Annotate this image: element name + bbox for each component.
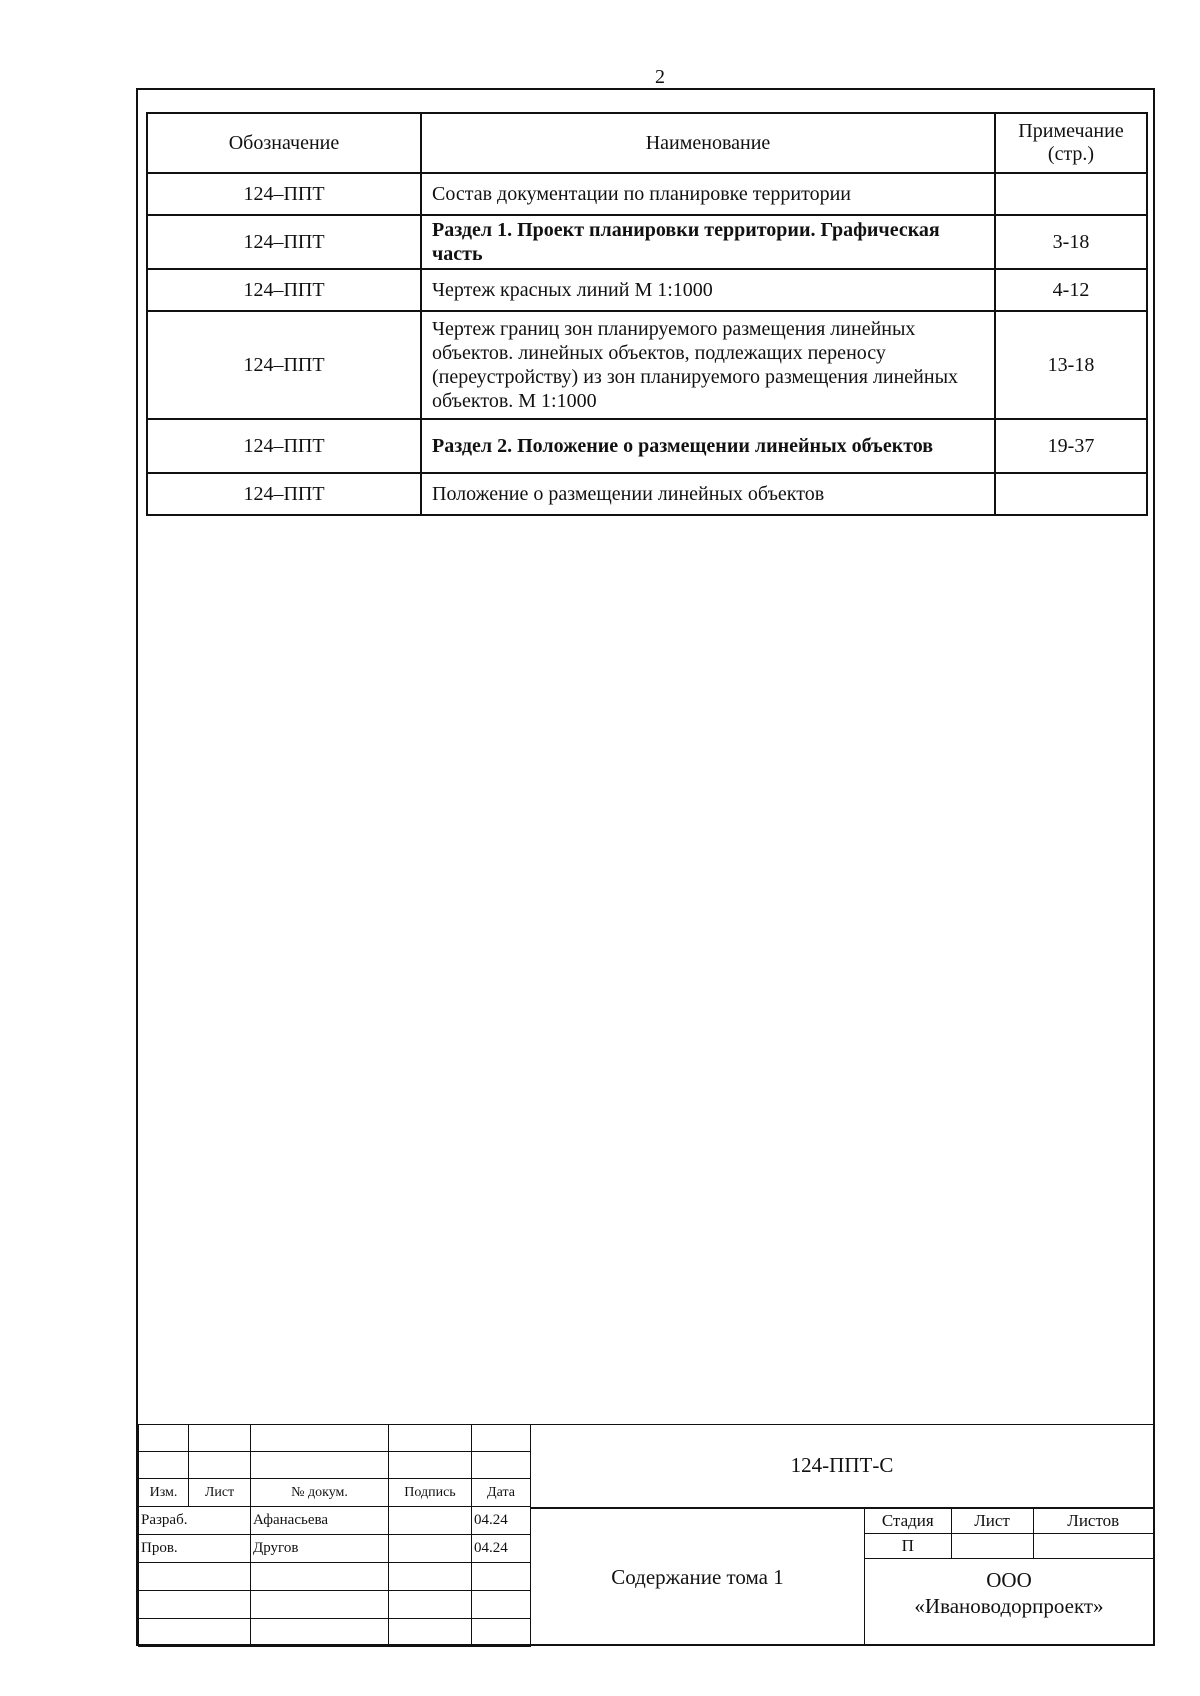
col-list: Лист [189, 1479, 251, 1507]
col-doc-num: № докум. [251, 1479, 389, 1507]
row-code: 124–ППТ [147, 311, 421, 419]
row-name: Положение о размещении линейных объектов [421, 473, 995, 515]
stage-table [865, 1509, 1153, 1559]
row-name: Состав документации по планировке территории [421, 173, 995, 215]
row-note: 3-18 [995, 215, 1147, 269]
stage-label: Стадия [865, 1509, 951, 1534]
header-code: Обозначение [147, 113, 421, 173]
header-note-line2: (стр.) [1047, 143, 1095, 165]
table-row [147, 311, 1147, 419]
title-block-header-row [139, 1479, 531, 1507]
table-row [147, 473, 1147, 515]
row-name: Раздел 2. Положение о размещении линейных объектов [421, 419, 995, 473]
row-code: 124–ППТ [147, 173, 421, 215]
drawing-frame [136, 88, 1155, 1646]
contents-table [146, 112, 1148, 516]
title-block-signatures [138, 1424, 531, 1647]
col-date: Дата [472, 1479, 531, 1507]
page-number: 2 [655, 66, 665, 88]
title-block [138, 1424, 1153, 1646]
row-code: 124–ППТ [147, 473, 421, 515]
sheets-value [1033, 1534, 1153, 1559]
row-name: Чертеж границ зон планируемого размещения линейных объектов. линейных объектов, подлежащих переносу (переустройству) из зон планируемого размещения линейных объектов. М 1:1000 [421, 311, 995, 419]
org-line1: ООО [986, 1568, 1032, 1592]
stage-value: П [865, 1534, 951, 1559]
razrab-name: Афанасьева [251, 1507, 389, 1535]
doc-title: Содержание тома 1 [611, 1565, 784, 1589]
sheet-label: Лист [951, 1509, 1033, 1534]
row-note [995, 173, 1147, 215]
table-row [147, 173, 1147, 215]
empty-row [139, 1591, 531, 1619]
razrab-date: 04.24 [472, 1507, 531, 1535]
row-code: 124–ППТ [147, 269, 421, 311]
sheet-value [951, 1534, 1033, 1559]
row-note: 19-37 [995, 419, 1147, 473]
header-note-line1: Примечание [1018, 120, 1124, 142]
header-name: Наименование [421, 113, 995, 173]
table-row [147, 269, 1147, 311]
razrab-label: Разраб. [139, 1507, 251, 1535]
doc-title-cell [530, 1508, 864, 1646]
stage-header-row [865, 1509, 1153, 1534]
row-code: 124–ППТ [147, 215, 421, 269]
row-code: 124–ППТ [147, 419, 421, 473]
row-note: 4-12 [995, 269, 1147, 311]
row-name: Раздел 1. Проект планировки территории. Графическая часть [421, 215, 995, 269]
revision-row [139, 1425, 531, 1452]
sheets-label: Листов [1033, 1509, 1153, 1534]
prov-label: Пров. [139, 1535, 251, 1563]
row-note [995, 473, 1147, 515]
contents-body [147, 173, 1147, 515]
stage-value-row [865, 1534, 1153, 1559]
empty-row [139, 1619, 531, 1647]
razrab-row [139, 1507, 531, 1535]
table-row [147, 215, 1147, 269]
prov-sign [389, 1535, 472, 1563]
org-line2: «Ивановодорпроект» [914, 1594, 1104, 1619]
prov-name: Другов [251, 1535, 389, 1563]
org-cell [864, 1508, 1153, 1646]
doc-code-cell [530, 1424, 1153, 1508]
doc-code: 124-ППТ-С [790, 1453, 894, 1477]
prov-row [139, 1535, 531, 1563]
prov-date: 04.24 [472, 1535, 531, 1563]
col-sign: Подпись [389, 1479, 472, 1507]
organization [865, 1567, 1153, 1620]
header-note [995, 113, 1147, 173]
revision-row [139, 1452, 531, 1479]
row-note: 13-18 [995, 311, 1147, 419]
contents-header-row [147, 113, 1147, 173]
col-izm: Изм. [139, 1479, 189, 1507]
row-name: Чертеж красных линий М 1:1000 [421, 269, 995, 311]
table-row [147, 419, 1147, 473]
razrab-sign [389, 1507, 472, 1535]
empty-row [139, 1563, 531, 1591]
